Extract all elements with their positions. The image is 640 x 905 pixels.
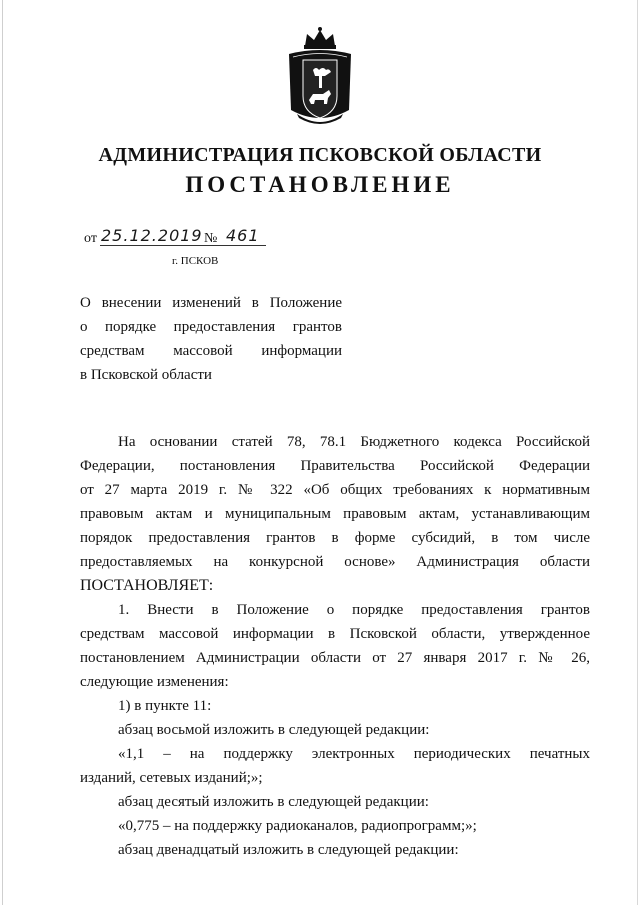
paragraph-10-text: «0,775 – на поддержку радиоканалов, радиопрограмм;»; bbox=[118, 818, 477, 834]
body-line: следующие изменения: bbox=[80, 674, 229, 690]
body-line: Федерации, постановления Правительства Российской Федерации bbox=[80, 458, 590, 474]
paragraph-10-intro: абзац десятый изложить в следующей редакции: bbox=[118, 794, 429, 810]
paragraph-8-intro: абзац восьмой изложить в следующей редакции: bbox=[118, 722, 430, 738]
document-type-title: ПОСТАНОВЛЕНИЕ bbox=[185, 172, 455, 197]
item-1-paragraph bbox=[80, 598, 590, 694]
body-line: правовым актам и муниципальным правовым актам, устанавливающим bbox=[80, 506, 590, 522]
body-line: «1,1 – на поддержку электронных периодических печатных bbox=[118, 746, 590, 762]
handwritten-date: 25.12.2019 bbox=[101, 226, 203, 245]
subject-line: О внесении изменений в Положение bbox=[80, 295, 342, 311]
body-line: постановлением Администрации области от 27 января 2017 г. № 26, bbox=[80, 650, 590, 666]
preamble-paragraph bbox=[80, 430, 590, 598]
paragraph-12-intro: абзац двенадцатый изложить в следующей редакции: bbox=[118, 842, 459, 858]
scan-edge-left bbox=[2, 0, 3, 905]
point-11-heading: 1) в пункте 11: bbox=[118, 698, 212, 714]
coat-of-arms-icon bbox=[283, 26, 357, 130]
city-label: г. ПСКОВ bbox=[172, 255, 219, 267]
document-subject bbox=[80, 291, 342, 387]
body-line: 1. Внести в Положение о порядке предоставления грантов bbox=[118, 602, 590, 618]
body-line: На основании статей 78, 78.1 Бюджетного кодекса Российской bbox=[118, 434, 590, 450]
number-prefix: № bbox=[204, 231, 218, 246]
scan-edge-right bbox=[637, 0, 638, 905]
date-underline bbox=[100, 245, 266, 246]
body-line: предоставляемых на конкурсной основе» Администрация области bbox=[80, 554, 590, 570]
document-body bbox=[80, 430, 590, 862]
subject-line: средствам массовой информации bbox=[80, 343, 342, 359]
subject-line: в Псковской области bbox=[80, 367, 212, 383]
paragraph-8-text bbox=[80, 742, 590, 790]
date-prefix: от bbox=[84, 231, 97, 246]
subject-line: о порядке предоставления грантов bbox=[80, 319, 342, 335]
body-line: от 27 марта 2019 г. № 322 «Об общих требованиях к нормативным bbox=[80, 482, 590, 498]
resolves-keyword: ПОСТАНОВЛЯЕТ: bbox=[80, 577, 214, 594]
body-line: порядок предоставления грантов в форме субсидий, в том числе bbox=[80, 530, 590, 546]
date-number-line bbox=[84, 224, 266, 250]
body-line: средствам массовой информации в Псковской области, утвержденное bbox=[80, 626, 590, 642]
body-line: изданий, сетевых изданий;»; bbox=[80, 770, 263, 786]
organization-name: АДМИНИСТРАЦИЯ ПСКОВСКОЙ ОБЛАСТИ bbox=[98, 144, 542, 166]
handwritten-number: 461 bbox=[226, 226, 260, 245]
